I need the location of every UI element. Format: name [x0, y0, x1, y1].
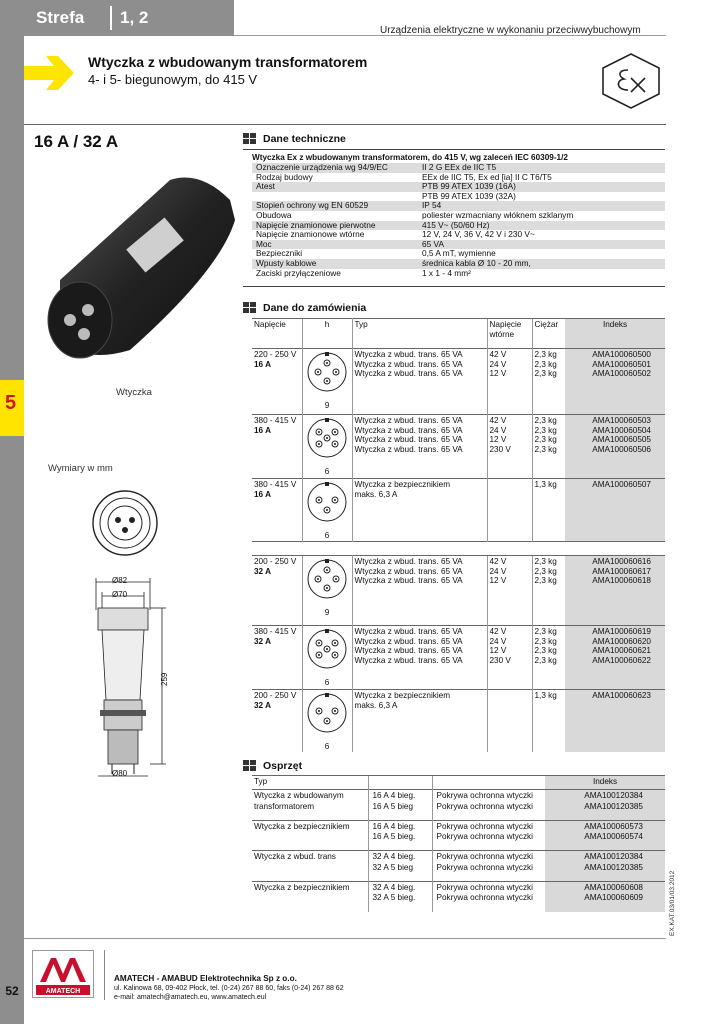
ex-hexagon-icon: [600, 52, 662, 110]
acc-group-row: [252, 851, 665, 875]
accessories-heading: Osprzęt: [243, 760, 302, 772]
order-group-row: [252, 349, 665, 415]
order-secondary-voltage: 42 V: [489, 627, 507, 637]
order-weight: 2,3 kg: [534, 359, 557, 369]
order-weight: [535, 490, 564, 500]
tech-value: EEx de IIC T5, Ex ed [ia] II C T6/T5: [422, 171, 552, 182]
acc-description: Pokrywa ochronna wtyczki: [436, 821, 533, 831]
footer-company: AMATECH - AMABUD Elektrotechnika Sp z o.o.: [114, 974, 297, 983]
tech-key: Moc: [252, 240, 418, 250]
tech-key: Zaciski przyłączeniowe: [256, 267, 341, 278]
order-group-row: [252, 479, 665, 542]
order-weight: [535, 701, 564, 711]
order-heading: Dane do zamówienia: [243, 302, 366, 314]
order-current: 16 A: [254, 489, 271, 499]
acc-type: Wtyczka z bezpiecznikiem: [254, 882, 350, 892]
order-secondary-voltage: 12 V: [489, 369, 507, 379]
order-secondary-voltage: 42 V: [489, 416, 507, 425]
order-index: AMA100060617: [592, 566, 651, 576]
accessories-table: [252, 775, 665, 912]
tech-value: 12 V, 24 V, 36 V, 42 V i 230 V~: [422, 229, 535, 240]
order-table: [252, 318, 665, 752]
zone-header: [24, 0, 234, 36]
acc-type: [254, 832, 366, 843]
order-weight: 2,3 kg: [534, 557, 557, 567]
order-weight: 2,3 kg: [534, 369, 557, 379]
order-weight: 2,3 kg: [534, 566, 557, 576]
tech-value: 1 x 1 - 4 mm²: [422, 267, 471, 278]
order-type: Wtyczka z wbud. trans. 65 VA: [354, 425, 463, 435]
tech-value: PTB 99 ATEX 1039 (16A): [418, 182, 665, 192]
order-h-value: 9: [324, 607, 330, 617]
order-index: AMA100060505: [592, 435, 651, 445]
section-squares-icon: [243, 760, 257, 772]
order-type: Wtyczka z wbud. trans. 65 VA: [354, 627, 463, 637]
order-type: Wtyczka z wbud. trans. 65 VA: [354, 416, 463, 425]
tech-value: 415 V~ (50/60 Hz): [418, 221, 665, 231]
pin-layout-icon: [305, 350, 349, 394]
acc-type: [254, 863, 366, 874]
order-h-value: 6: [324, 530, 330, 540]
order-index: AMA100060616: [592, 557, 651, 567]
tech-row: [252, 230, 665, 240]
order-index: [567, 701, 651, 711]
order-secondary-voltage: 230 V: [489, 655, 511, 665]
footer-address: ul. Kalinowa 68, 09-402 Płock, tel. (0-24) 267 88 60, faks (0-24) 267 88 62: [114, 985, 344, 992]
order-voltage: 380 - 415 V: [254, 416, 297, 425]
order-secondary-voltage: 24 V: [489, 636, 507, 646]
order-type: Wtyczka z bezpiecznikiem: [354, 691, 451, 701]
order-weight: 1,3 kg: [534, 480, 557, 489]
acc-type: Wtyczka z bezpiecznikiem: [254, 821, 350, 831]
order-voltage: 220 - 250 V: [254, 350, 297, 359]
acc-group-row: [252, 881, 665, 905]
tech-key: Obudowa: [256, 209, 292, 220]
page-number: 52: [5, 984, 19, 998]
col-indeks: Indeks: [565, 319, 665, 349]
order-index: AMA100060506: [592, 444, 651, 454]
order-index: AMA100060501: [592, 359, 651, 369]
order-voltage: 380 - 415 V: [254, 480, 297, 489]
order-secondary-voltage: 230 V: [489, 444, 511, 454]
order-secondary-voltage: [490, 480, 530, 490]
acc-index: AMA100120385: [584, 801, 643, 811]
order-h-value: 9: [324, 400, 330, 410]
acc-variant: 16 A 4 bieg.: [372, 791, 416, 800]
tech-value: 65 VA: [418, 240, 665, 250]
arrow-icon: [24, 52, 80, 94]
order-group-row: [252, 690, 665, 753]
order-secondary-voltage: [490, 490, 530, 500]
order-weight: 1,3 kg: [534, 691, 557, 701]
order-type: Wtyczka z wbud. trans. 65 VA: [354, 566, 463, 576]
acc-description: Pokrywa ochronna wtyczki: [436, 862, 533, 872]
section-squares-icon: [243, 133, 257, 145]
acc-col-typ: Typ: [252, 776, 368, 790]
plug-front-view: [90, 488, 160, 558]
dimension-drawing: [90, 570, 220, 790]
acc-index: AMA100120385: [584, 862, 643, 872]
acc-description: Pokrywa ochronna wtyczki: [436, 801, 533, 811]
acc-index: AMA100060574: [584, 832, 643, 841]
tech-table: [252, 163, 665, 278]
dim-82: Ø82: [112, 576, 128, 585]
acc-type: Wtyczka z wbud. trans: [254, 852, 336, 861]
tech-title: Wtyczka Ex z wbudowanym transformatorem, do 415 V, wg zaleceń IEC 60309-1/2: [252, 153, 568, 162]
acc-description: Pokrywa ochronna wtyczki: [436, 852, 533, 861]
order-index: AMA100060623: [592, 691, 651, 701]
col-napiecie: Napięcie: [252, 319, 302, 349]
order-group-row: [252, 626, 665, 690]
order-secondary-voltage: [490, 701, 530, 711]
acc-col-indeks: Indeks: [545, 776, 665, 790]
acc-index: AMA100120384: [584, 791, 643, 800]
order-current: 32 A: [254, 636, 271, 646]
order-secondary-voltage: 12 V: [489, 576, 507, 586]
order-weight: 2,3 kg: [534, 435, 557, 445]
tech-key: Napięcie znamionowe wtórne: [256, 229, 365, 240]
order-weight: 2,3 kg: [534, 636, 557, 646]
order-type: Wtyczka z wbud. trans. 65 VA: [354, 444, 463, 454]
acc-type: transformatorem: [254, 801, 315, 811]
order-secondary-voltage: 42 V: [489, 350, 507, 359]
order-weight: 2,3 kg: [534, 416, 557, 425]
order-index: AMA100060619: [592, 627, 651, 637]
order-secondary-voltage: 12 V: [489, 435, 507, 445]
order-type: Wtyczka z wbud. trans. 65 VA: [354, 576, 463, 586]
acc-description: Pokrywa ochronna wtyczki: [436, 791, 533, 800]
tech-value: 0,5 A mT, wymienne: [422, 248, 496, 259]
order-secondary-voltage: 24 V: [489, 566, 507, 576]
left-strip: [0, 0, 24, 1024]
order-type: Wtyczka z wbud. trans. 65 VA: [354, 636, 463, 646]
order-index: AMA100060620: [592, 636, 651, 646]
acc-variant: 32 A 4 bieg.: [372, 852, 416, 861]
order-type: Wtyczka z wbud. trans. 65 VA: [354, 350, 463, 359]
tech-value: II 2 G EEx de IIC T5: [418, 163, 665, 173]
chapter-tab: [0, 380, 24, 436]
amatech-logo: [32, 950, 94, 998]
order-current: 16 A: [254, 359, 271, 369]
acc-group-row: [252, 820, 665, 844]
order-voltage: 380 - 415 V: [254, 627, 297, 637]
order-index: [567, 490, 651, 500]
order-type: Wtyczka z wbud. trans. 65 VA: [354, 359, 463, 369]
acc-index: AMA100060609: [584, 893, 643, 902]
pin-layout-icon: [305, 627, 349, 671]
order-index: AMA100060500: [592, 350, 651, 359]
order-h-value: 6: [324, 466, 330, 476]
tech-value: PTB 99 ATEX 1039 (32A): [422, 190, 516, 201]
col-typ: Typ: [352, 319, 487, 349]
acc-variant: 16 A 4 bieg.: [372, 821, 416, 831]
col-napiecie-wtorne: Napięcie wtórne: [487, 319, 532, 349]
order-group-row: [252, 556, 665, 626]
pin-layout-icon: [305, 691, 349, 735]
order-secondary-voltage: 12 V: [489, 646, 507, 656]
tech-key: Oznaczenie urządzenia wg 94/9/EC: [252, 163, 418, 173]
order-weight: 2,3 kg: [534, 444, 557, 454]
acc-index: AMA100060608: [584, 882, 643, 892]
order-secondary-voltage: 42 V: [489, 557, 507, 567]
order-secondary-voltage: [490, 691, 530, 701]
order-current: 16 A: [254, 425, 271, 435]
header-subtitle: Urządzenia elektryczne w wykonaniu przeciwwybuchowym: [380, 25, 641, 36]
order-h-value: 6: [324, 741, 330, 751]
order-index: AMA100060504: [592, 425, 651, 435]
order-type: Wtyczka z bezpiecznikiem: [354, 480, 451, 489]
acc-variant: 32 A 4 bieg.: [372, 882, 416, 892]
tech-key: Wpusty kablowe: [252, 259, 418, 269]
acc-variant: 16 A 5 bieg.: [372, 832, 416, 841]
acc-index: AMA100060573: [584, 821, 643, 831]
order-weight: 2,3 kg: [534, 576, 557, 586]
pin-layout-icon: [305, 416, 349, 460]
acc-type: [254, 893, 366, 904]
tech-key: Napięcie znamionowe pierwotne: [252, 221, 418, 231]
order-type: Wtyczka z wbud. trans. 65 VA: [354, 646, 463, 656]
zone-values: 1, 2: [120, 8, 149, 27]
order-weight: 2,3 kg: [534, 425, 557, 435]
acc-description: Pokrywa ochronna wtyczki: [436, 893, 533, 902]
rating-title: 16 A / 32 A: [34, 132, 119, 151]
zone-label: Strefa: [36, 8, 85, 27]
order-current: 32 A: [254, 566, 271, 576]
order-index: AMA100060502: [592, 369, 651, 379]
footer-email: e-mail: amatech@amatech.eu, www.amatech.eul: [114, 994, 267, 1001]
order-index: AMA100060622: [592, 655, 651, 665]
acc-group-row: [252, 790, 665, 814]
dim-80: Ø80: [112, 769, 128, 778]
order-type: Wtyczka z wbud. trans. 65 VA: [354, 655, 463, 665]
chapter-number: 5: [5, 392, 17, 414]
acc-variant: 16 A 5 bieg: [372, 801, 414, 811]
logo-text: AMATECH: [45, 988, 81, 995]
tech-key: Atest: [252, 182, 418, 192]
acc-description: Pokrywa ochronna wtyczki: [436, 882, 533, 892]
order-h-value: 6: [324, 677, 330, 687]
order-type: maks. 6,3 A: [354, 489, 398, 499]
dim-259: 259: [160, 672, 169, 686]
plug-photo: [40, 160, 240, 370]
acc-variant: 32 A 5 bieg: [372, 862, 414, 872]
catalog-code: EX.KAT.03/01/03.2012: [669, 870, 676, 936]
order-weight: 2,3 kg: [534, 655, 557, 665]
order-index: AMA100060618: [592, 576, 651, 586]
order-weight: 2,3 kg: [534, 646, 557, 656]
order-index: AMA100060621: [592, 646, 651, 656]
pin-layout-icon: [305, 480, 349, 524]
acc-description: Pokrywa ochronna wtyczki: [436, 832, 533, 841]
tech-key: Stopień ochrony wg EN 60529: [252, 201, 418, 211]
acc-index: AMA100120384: [584, 852, 643, 861]
order-voltage: 200 - 250 V: [254, 557, 297, 567]
dim-70: Ø70: [112, 590, 128, 599]
section-squares-icon: [243, 302, 257, 314]
order-type: Wtyczka z wbud. trans. 65 VA: [354, 435, 463, 445]
page-subtitle: 4- i 5- biegunowym, do 415 V: [88, 72, 258, 87]
order-type: Wtyczka z wbud. trans. 65 VA: [354, 369, 463, 379]
photo-caption: Wtyczka: [116, 387, 152, 398]
order-weight: 2,3 kg: [534, 350, 557, 359]
col-ciezar: Ciężar: [532, 319, 565, 349]
order-type: maks. 6,3 A: [354, 700, 398, 710]
tech-value: IP 54: [418, 201, 665, 211]
page-title: Wtyczka z wbudowanym transformatorem: [88, 54, 368, 70]
order-index: AMA100060507: [592, 480, 651, 489]
dimensions-caption: Wymiary w mm: [48, 463, 113, 474]
acc-variant: 32 A 5 bieg.: [372, 893, 416, 902]
tech-key: Bezpieczniki: [256, 248, 303, 259]
order-secondary-voltage: 24 V: [489, 359, 507, 369]
acc-type: Wtyczka z wbudowanym: [254, 791, 344, 800]
order-current: 32 A: [254, 700, 271, 710]
order-voltage: 200 - 250 V: [254, 691, 297, 701]
tech-value: średnica kabla Ø 10 - 20 mm,: [418, 259, 665, 269]
col-h: h: [302, 319, 352, 349]
tech-heading: Dane techniczne: [243, 133, 346, 145]
order-weight: 2,3 kg: [534, 627, 557, 637]
order-type: Wtyczka z wbud. trans. 65 VA: [354, 557, 463, 567]
order-secondary-voltage: 24 V: [489, 425, 507, 435]
tech-row: [252, 269, 665, 279]
pin-layout-icon: [305, 557, 349, 601]
order-group-row: [252, 415, 665, 479]
order-index: AMA100060503: [592, 416, 651, 425]
tech-value: poliester wzmacniany włóknem szklanym: [422, 209, 574, 220]
tech-key: Rodzaj budowy: [256, 171, 313, 182]
